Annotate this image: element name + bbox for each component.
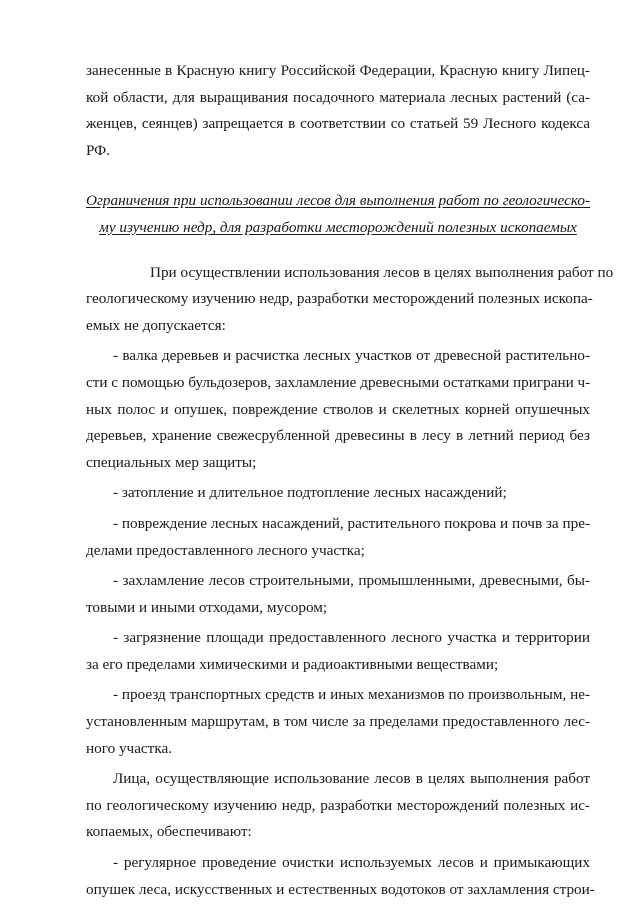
text-line: опушек леса, искусственных и естественных водотоков от захламления строи- — [86, 880, 595, 898]
list-item — [86, 480, 590, 507]
text-line: по геологическому изучению недр, разработки месторождений полезных ис- — [86, 796, 590, 814]
text-line: товыми и иными отходами, мусором; — [86, 598, 328, 616]
text-line: ных полос и опушек, повреждение стволов и скелетных корней опушечных — [86, 400, 590, 418]
text-line: занесенные в Красную книгу Российской Федерации, Красную книгу Липец- — [86, 62, 590, 79]
text-line: сти с помощью бульдозеров, захламление древесными остатками приграни ч- — [86, 373, 591, 391]
intro-paragraph — [86, 58, 590, 164]
text-line: ного участка. — [86, 739, 173, 757]
text-line: - проезд транспортных средств и иных механизмов по произвольным, не- — [113, 686, 590, 704]
list-item — [86, 568, 590, 621]
text-line: - повреждение лесных насаждений, растительного покрова и почв за пре- — [113, 514, 590, 532]
heading-line: Ограничения при использовании лесов для выполнения работ по геологическо- — [86, 192, 590, 210]
text-line: женцев, сеянцев) запрещается в соответствии со статьей 59 Лесного кодекса — [86, 115, 590, 133]
text-line: - загрязнение площади предоставленного лесного участка и территории — [113, 629, 590, 647]
main-paragraph — [86, 260, 614, 340]
list-item — [86, 511, 590, 564]
text-line: - затопление и длительное подтопление лесных насаждений; — [113, 484, 507, 502]
text-line: Лица, осуществляющие использование лесов в целях выполнения работ — [113, 770, 590, 788]
text-line: - валка деревьев и расчистка лесных участков от древесной растительно- — [113, 347, 590, 365]
text-line: установленным маршрутам, в том числе за пределами предоставленного лес- — [86, 713, 590, 731]
list-item — [86, 850, 595, 903]
list-item — [86, 682, 590, 762]
document-page — [86, 58, 614, 903]
text-line: за его пределами химическими и радиоактивными веществами; — [86, 655, 499, 673]
text-line: кой области, для выращивания посадочного материала лесных растений (са- — [86, 88, 590, 106]
text-line: - регулярное проведение очистки используемых лесов и примыкающих — [113, 854, 590, 872]
text-line: копаемых, обеспечивают: — [86, 823, 252, 841]
text-line: геологическому изучению недр, разработки месторождений полезных ископа- — [86, 290, 593, 308]
text-line: При осуществлении использования лесов в целях выполнения работ по — [150, 263, 614, 281]
list-item — [86, 625, 590, 678]
heading-line: му изучению недр, для разработки месторождений полезных ископаемых — [99, 218, 577, 236]
text-line: специальных мер защиты; — [86, 453, 257, 471]
text-line: делами предоставленного лесного участка; — [86, 541, 365, 559]
list-item — [86, 343, 590, 476]
obligations-paragraph — [86, 766, 590, 846]
text-line: РФ. — [86, 141, 110, 159]
text-line: деревьев, хранение свежесрубленной древесины в лесу в летний период без — [86, 427, 590, 445]
text-line: емых не допускается: — [86, 316, 226, 334]
section-heading — [86, 188, 590, 241]
text-line: - захламление лесов строительными, промышленными, древесными, бы- — [113, 572, 590, 590]
